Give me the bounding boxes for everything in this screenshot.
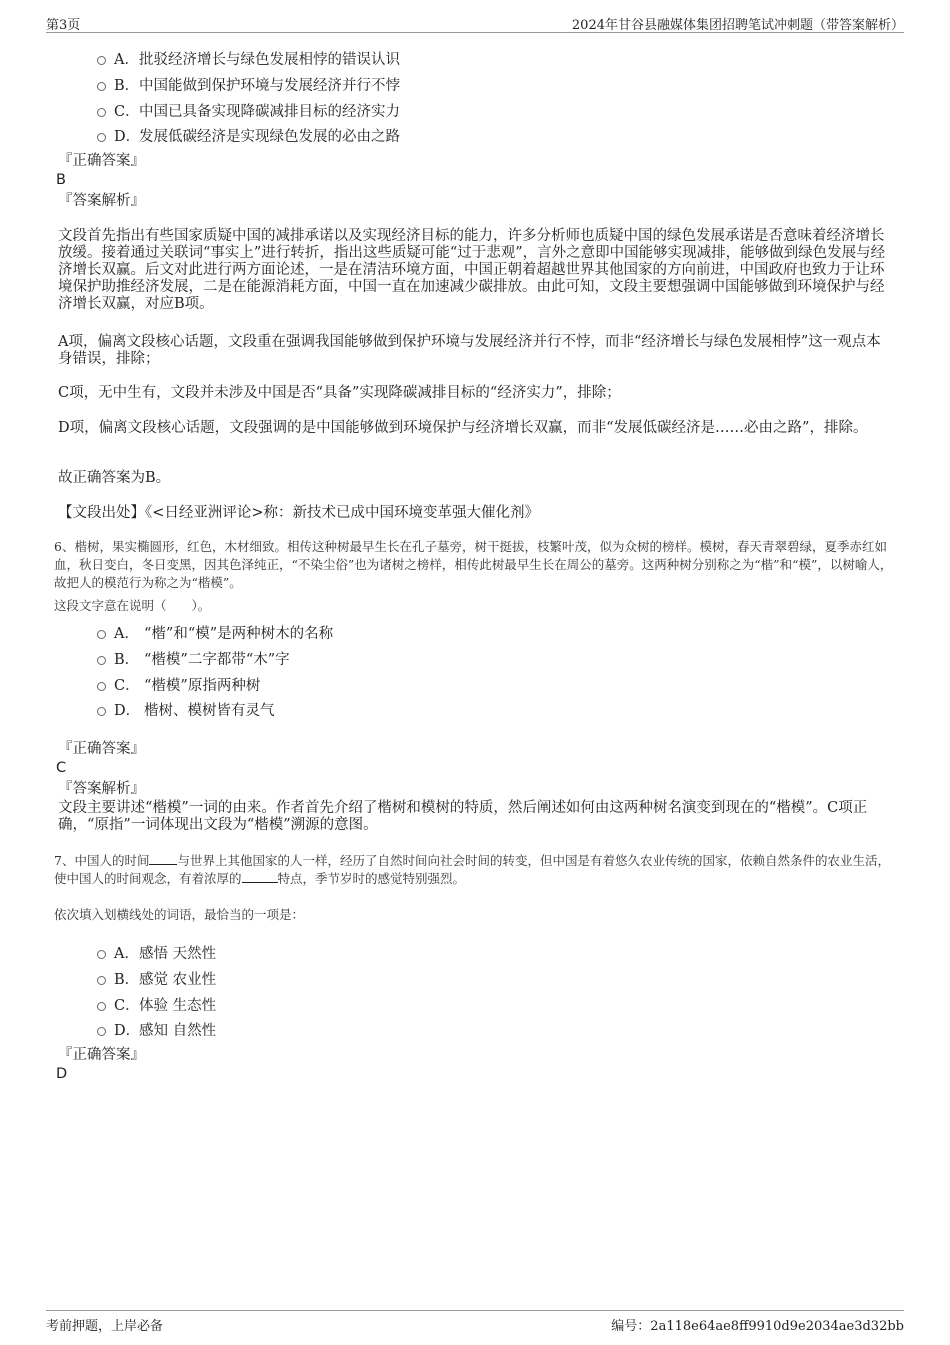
option-letter: B．: [114, 78, 140, 94]
option-text: 感知 自然性: [139, 1023, 217, 1039]
radio-icon[interactable]: [97, 656, 106, 665]
q6-stem: 6、楷树，果实椭圆形，红色，木材细致。相传这种树最早生长在孔子墓旁，树干挺拔，枝繁叶茂，似为众树的榜样。模树，春天青翠碧绿，夏季赤红如血，秋日变白，冬日变黑，因其色泽纯正，“不染尘俗”也为诸树之榜样，相传此树最早生长在周公的墓旁。这两种树分别称之为“楷”和“模”，以树喻人，故把人的模范行为称之为“楷模”。: [54, 539, 893, 590]
option-letter: C．: [114, 104, 140, 120]
q6-answer: C: [56, 760, 67, 776]
q5-analysis-label: 『答案解析』: [58, 193, 145, 209]
page-number: 第3页: [46, 18, 81, 33]
footer-slogan: 考前押题，上岸必备: [46, 1319, 164, 1334]
radio-icon[interactable]: [97, 1027, 106, 1036]
fill-blank: [242, 870, 278, 883]
fill-blank: [149, 852, 177, 865]
q6-analysis: 文段主要讲述“楷模”一词的由来。作者首先介绍了楷树和模树的特质，然后阐述如何由这两种树名演变到现在的“楷模”。C项正确，“原指”一词体现出文段为“楷模”溯源的意图。: [58, 800, 868, 833]
q6-question: 这段文字意在说明（ ）。: [54, 598, 211, 613]
q5-option-b[interactable]: [97, 74, 400, 95]
document-title: 2024年甘谷县融媒体集团招聘笔试冲刺题（带答案解析）: [571, 18, 904, 33]
q7-answer-label: 『正确答案』: [58, 1047, 145, 1063]
q5-analysis-paragraph: C项，无中生有，文段并未涉及中国是否“具备”实现降碳减排目标的“经济实力”，排除；: [58, 385, 621, 401]
radio-icon[interactable]: [97, 682, 106, 691]
radio-icon[interactable]: [97, 1002, 106, 1011]
radio-icon[interactable]: [97, 630, 106, 639]
radio-icon[interactable]: [97, 950, 106, 959]
option-text: “楷模”原指两种树: [144, 678, 261, 694]
radio-icon[interactable]: [97, 133, 106, 142]
option-text: 中国能做到保护环境与发展经济并行不悖: [139, 78, 400, 94]
q6-option-d[interactable]: [97, 699, 275, 720]
q7-answer: D: [56, 1066, 68, 1082]
option-text: 批驳经济增长与绿色发展相悖的错误认识: [139, 52, 400, 68]
option-letter: D．: [114, 1023, 141, 1039]
q7-stem: [54, 852, 899, 888]
q6-option-c[interactable]: [97, 674, 260, 695]
option-letter: B．: [114, 972, 140, 988]
q5-analysis-paragraph: A项，偏离文段核心话题，文段重在强调我国能够做到保护环境与发展经济并行不悖，而非“经济增长与绿色发展相悖”这一观点本身错误，排除；: [58, 334, 881, 367]
option-letter: C．: [114, 678, 140, 694]
page-header: [46, 14, 904, 33]
q7-option-b[interactable]: [97, 968, 216, 989]
radio-icon[interactable]: [97, 976, 106, 985]
page-footer: [46, 1310, 904, 1334]
option-letter: C．: [114, 998, 140, 1014]
option-letter: D．: [114, 129, 141, 145]
q7-option-c[interactable]: [97, 994, 216, 1015]
option-letter: B．: [114, 652, 140, 668]
q5-analysis-paragraph: D项，偏离文段核心话题，文段强调的是中国能够做到环境保护与经济增长双赢，而非“发展低碳经济是……必由之路”，排除。: [58, 420, 868, 436]
q7-option-a[interactable]: [97, 942, 216, 963]
radio-icon[interactable]: [97, 82, 106, 91]
q7-stem-part: 与世界上其他国家的人一样，经历了自然时间向社会时间的转变，但中国是有着悠久农业传统的国家，依赖自然条件的农业生活，使中国人的时间观念，有着浓厚的: [54, 853, 890, 886]
option-text: 感悟 天然性: [139, 946, 217, 962]
q5-option-c[interactable]: [97, 100, 400, 121]
q5-option-d[interactable]: [97, 125, 400, 146]
document-id: 编号：2a118e64ae8ff9910d9e2034ae3d32bb: [611, 1319, 904, 1334]
option-text: 楷树、模树皆有灵气: [144, 703, 275, 719]
q6-analysis-label: 『答案解析』: [58, 781, 145, 797]
q7-question: 依次填入划横线处的词语，最恰当的一项是：: [54, 907, 305, 922]
option-text: “楷”和“模”是两种树木的名称: [144, 626, 334, 642]
option-letter: D．: [114, 703, 141, 719]
q7-stem-part: 特点，季节岁时的感觉特别强烈。: [277, 871, 466, 886]
radio-icon[interactable]: [97, 108, 106, 117]
option-letter: A．: [114, 946, 139, 962]
q5-conclusion: 故正确答案为B。: [58, 470, 171, 486]
option-letter: A．: [114, 626, 139, 642]
option-text: “楷模”二字都带“木”字: [144, 652, 290, 668]
option-letter: A．: [114, 52, 139, 68]
option-text: 感觉 农业性: [139, 972, 217, 988]
q5-option-a[interactable]: [97, 48, 400, 69]
option-text: 中国已具备实现降碳减排目标的经济实力: [139, 104, 400, 120]
q5-answer: B: [56, 172, 66, 188]
q6-option-b[interactable]: [97, 648, 290, 669]
q6-answer-label: 『正确答案』: [58, 741, 145, 757]
q7-option-d[interactable]: [97, 1019, 216, 1040]
q5-answer-label: 『正确答案』: [58, 153, 145, 169]
q5-source: 【文段出处】《<日经亚洲评论>称：新技术已成中国环境变革强大催化剂》: [58, 505, 540, 521]
radio-icon[interactable]: [97, 56, 106, 65]
option-text: 体验 生态性: [139, 998, 217, 1014]
q7-stem-part: 7、中国人的时间: [54, 853, 150, 868]
q6-option-a[interactable]: [97, 622, 333, 643]
option-text: 发展低碳经济是实现绿色发展的必由之路: [139, 129, 400, 145]
q5-analysis-paragraph: 文段首先指出有些国家质疑中国的减排承诺以及实现经济目标的能力，许多分析师也质疑中国的绿色发展承诺是否意味着经济增长放缓。接着通过关联词“事实上”进行转折，指出这些质疑可能“过于悲观”，言外之意即中国能够实现减排，能够做到绿色发展与经济增长双赢。后文对此进行两方面论述，一是在清洁环境方面，中国正朝着超越世界其他国家的方向前进，中国政府也致力于让环境保护助推经济发展，二是在能源消耗方面，中国一直在加速减少碳排放。由此可知，文段主要想强调中国能够做到环境保护与经济增长双赢，对应B项。: [58, 228, 886, 312]
radio-icon[interactable]: [97, 707, 106, 716]
